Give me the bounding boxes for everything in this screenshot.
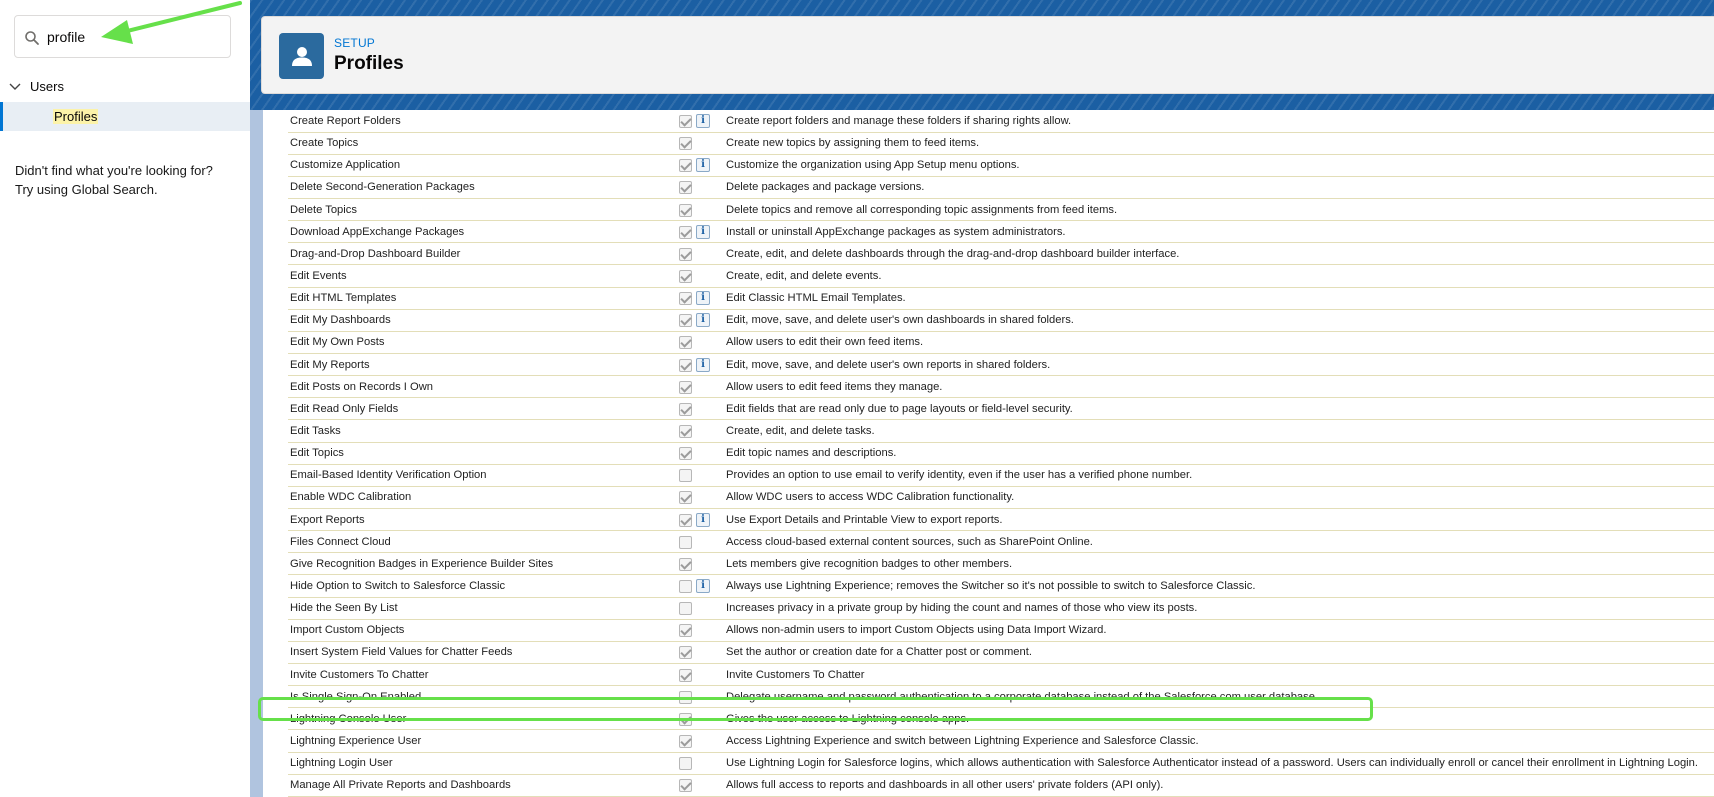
permission-checkbox-cell (678, 752, 724, 774)
permission-row (288, 597, 1714, 619)
permission-name: Create Report Folders (290, 114, 401, 127)
permission-checkbox-cell (678, 619, 724, 641)
permission-description: Use Export Details and Printable View to export reports. (726, 513, 1003, 526)
checkbox-checked[interactable] (679, 226, 692, 239)
breadcrumb-setup[interactable]: SETUP (334, 36, 376, 50)
permission-checkbox-cell (678, 221, 724, 243)
not-found-message (15, 161, 235, 199)
permission-description: Increases privacy in a private group by hiding the count and names of those who view its posts. (726, 602, 1198, 615)
not-found-line-1: Didn't find what you're looking for? (15, 163, 213, 178)
permission-description: Install or uninstall AppExchange packages as system administrators. (726, 225, 1066, 238)
info-icon[interactable]: i (696, 313, 710, 327)
checkbox-checked[interactable] (679, 779, 692, 792)
quick-find-box[interactable] (14, 15, 231, 58)
permission-name: Edit HTML Templates (290, 292, 397, 305)
checkbox-checked[interactable] (679, 403, 692, 416)
permission-checkbox-cell (678, 243, 724, 265)
system-permissions-table (288, 110, 1714, 797)
permission-name: Manage All Private Reports and Dashboards (290, 779, 511, 792)
checkbox-checked[interactable] (679, 270, 692, 283)
chevron-down-icon[interactable] (8, 80, 22, 94)
permission-checkbox-cell (678, 641, 724, 663)
checkbox-unchecked[interactable] (679, 602, 692, 615)
permission-row (288, 376, 1714, 398)
checkbox-checked[interactable] (679, 359, 692, 372)
quick-find-input[interactable] (47, 23, 223, 51)
permission-description: Allow users to edit feed items they manage. (726, 380, 943, 393)
permission-name: Drag-and-Drop Dashboard Builder (290, 247, 461, 260)
permission-row (288, 265, 1714, 287)
permission-description: Access cloud-based external content sources, such as SharePoint Online. (726, 535, 1093, 548)
permission-checkbox-cell (678, 309, 724, 331)
checkbox-checked[interactable] (679, 204, 692, 217)
permission-description: Set the author or creation date for a Chatter post or comment. (726, 646, 1032, 659)
setup-sidebar (0, 0, 250, 797)
checkbox-checked[interactable] (679, 514, 692, 527)
tree-item-profiles[interactable] (0, 102, 250, 131)
permission-checkbox-cell (678, 708, 724, 730)
permission-description: Invite Customers To Chatter (726, 668, 865, 681)
permission-row (288, 154, 1714, 176)
info-icon[interactable]: i (696, 225, 710, 239)
permission-description: Create, edit, and delete dashboards through the drag-and-drop dashboard builder interface. (726, 247, 1180, 260)
permission-checkbox-cell (678, 154, 724, 176)
permission-checkbox-cell (678, 597, 724, 619)
permission-row (288, 287, 1714, 309)
checkbox-checked[interactable] (679, 669, 692, 682)
permission-description: Allows full access to reports and dashboards in all other users' private folders (API only). (726, 779, 1164, 792)
permission-name: Create Topics (290, 137, 359, 150)
permission-name: Edit Tasks (290, 425, 341, 438)
permission-row (288, 619, 1714, 641)
tree-item-profiles-label: Profiles (54, 109, 98, 124)
permission-description: Delete topics and remove all corresponding topic assignments from feed items. (726, 203, 1118, 216)
info-icon[interactable]: i (696, 579, 710, 593)
permission-name: Download AppExchange Packages (290, 225, 465, 238)
permission-row (288, 531, 1714, 553)
permission-description: Allows non-admin users to import Custom Objects using Data Import Wizard. (726, 624, 1107, 637)
permission-checkbox-cell (678, 398, 724, 420)
page-header-icon (279, 33, 324, 79)
permission-row (288, 110, 1714, 132)
permission-description: Edit Classic HTML Email Templates. (726, 292, 906, 305)
permission-name: Invite Customers To Chatter (290, 668, 429, 681)
permission-description: Always use Lightning Experience; removes the Switcher so it's not possible to switch to Salesforce Classic. (726, 580, 1256, 593)
permission-name: Import Custom Objects (290, 624, 405, 637)
permission-row (288, 331, 1714, 353)
permission-row (288, 464, 1714, 486)
permission-name: Edit My Reports (290, 358, 370, 371)
permission-row (288, 686, 1714, 708)
permission-checkbox-cell (678, 376, 724, 398)
permission-name: Edit My Dashboards (290, 314, 391, 327)
permission-checkbox-cell (678, 531, 724, 553)
permission-row (288, 575, 1714, 597)
permission-checkbox-cell (678, 331, 724, 353)
checkbox-unchecked[interactable] (679, 580, 692, 593)
permission-row (288, 132, 1714, 154)
permission-row (288, 752, 1714, 774)
permission-checkbox-cell (678, 442, 724, 464)
permission-name: Give Recognition Badges in Experience Builder Sites (290, 557, 554, 570)
permission-row (288, 774, 1714, 796)
checkbox-unchecked[interactable] (679, 691, 692, 704)
permission-row (288, 398, 1714, 420)
permission-row (288, 664, 1714, 686)
permission-name: Edit My Own Posts (290, 336, 385, 349)
permission-checkbox-cell (678, 486, 724, 508)
permission-description: Use Lightning Login for Salesforce logins, which allows authentication with Salesforce Authenticator instead of a password. Users can individually enroll or cancel their enrollment in Lightning Login. (726, 757, 1698, 770)
permission-name: Is Single Sign-On Enabled (290, 690, 422, 703)
permission-row (288, 730, 1714, 752)
permission-checkbox-cell (678, 509, 724, 531)
user-icon (291, 45, 313, 67)
permission-checkbox-cell (678, 132, 724, 154)
checkbox-unchecked[interactable] (679, 536, 692, 549)
tree-item-users[interactable] (0, 75, 250, 99)
checkbox-checked[interactable] (679, 115, 692, 128)
permission-description: Lets members give recognition badges to other members. (726, 557, 1013, 570)
permissions-panel (263, 110, 1714, 797)
main-content (250, 0, 1714, 797)
permission-row (288, 442, 1714, 464)
permission-name: Lightning Login User (290, 757, 393, 770)
page-title: Profiles (334, 53, 404, 74)
info-icon[interactable]: i (696, 358, 710, 372)
permission-checkbox-cell (678, 199, 724, 221)
permission-checkbox-cell (678, 110, 724, 132)
permission-row (288, 641, 1714, 663)
info-icon[interactable]: i (696, 513, 710, 527)
permission-name: Edit Topics (290, 447, 344, 460)
permission-description: Create, edit, and delete events. (726, 270, 882, 283)
checkbox-unchecked[interactable] (679, 757, 692, 770)
checkbox-checked[interactable] (679, 248, 692, 261)
permission-description: Customize the organization using App Setup menu options. (726, 159, 1020, 172)
permission-description: Create report folders and manage these folders if sharing rights allow. (726, 114, 1072, 127)
permission-checkbox-cell (678, 287, 724, 309)
checkbox-checked[interactable] (679, 181, 692, 194)
permission-description: Edit, move, save, and delete user's own dashboards in shared folders. (726, 314, 1074, 327)
permission-description: Provides an option to use email to verify identity, even if the user has a verified phone number. (726, 469, 1193, 482)
permission-name: Edit Read Only Fields (290, 402, 399, 415)
permission-name: Files Connect Cloud (290, 535, 391, 548)
permission-description: Delegate username and password authentication to a corporate database instead of the Salesforce.com user database. (726, 690, 1319, 703)
permission-name: Enable WDC Calibration (290, 491, 412, 504)
permission-description: Access Lightning Experience and switch between Lightning Experience and Salesforce Classic. (726, 735, 1199, 747)
permission-name: Customize Application (290, 159, 401, 172)
permission-name: Delete Second-Generation Packages (290, 181, 475, 194)
permission-row (288, 243, 1714, 265)
permission-row (288, 221, 1714, 243)
permission-name: Hide the Seen By List (290, 602, 398, 615)
permission-row (288, 553, 1714, 575)
permission-checkbox-cell (678, 664, 724, 686)
not-found-line-2: Try using Global Search. (15, 182, 158, 197)
permission-name: Hide Option to Switch to Salesforce Classic (290, 580, 506, 593)
permission-description: Edit topic names and descriptions. (726, 447, 897, 460)
checkbox-checked[interactable] (679, 336, 692, 349)
permission-name: Lightning Experience User (290, 735, 422, 747)
permission-row (288, 199, 1714, 221)
permission-description: Allow users to edit their own feed items. (726, 336, 924, 349)
checkbox-checked[interactable] (679, 314, 692, 327)
permission-name: Email-Based Identity Verification Option (290, 469, 487, 482)
permission-row (288, 420, 1714, 442)
info-icon[interactable]: i (696, 114, 710, 128)
permission-row (288, 486, 1714, 508)
permission-checkbox-cell (678, 354, 724, 376)
permission-description: Create new topics by assigning them to feed items. (726, 137, 980, 150)
permission-name: Edit Posts on Records I Own (290, 380, 434, 393)
permission-name: Insert System Field Values for Chatter Feeds (290, 646, 513, 659)
permission-checkbox-cell (678, 575, 724, 597)
info-icon[interactable]: i (696, 291, 710, 305)
checkbox-checked[interactable] (679, 735, 692, 748)
checkbox-checked[interactable] (679, 159, 692, 172)
search-icon (24, 30, 40, 46)
page-header (261, 16, 1714, 94)
permission-checkbox-cell (678, 265, 724, 287)
permission-row (288, 509, 1714, 531)
checkbox-checked[interactable] (679, 713, 692, 726)
permission-row (288, 176, 1714, 198)
permission-description: Allow WDC users to access WDC Calibration functionality. (726, 491, 1015, 504)
checkbox-checked[interactable] (679, 646, 692, 659)
info-icon[interactable]: i (696, 158, 710, 172)
checkbox-checked[interactable] (679, 292, 692, 305)
checkbox-checked[interactable] (679, 381, 692, 394)
permission-row (288, 708, 1714, 730)
permission-name: Delete Topics (290, 203, 357, 216)
permission-description: Create, edit, and delete tasks. (726, 425, 875, 438)
checkbox-checked[interactable] (679, 491, 692, 504)
permission-name: Lightning Console User (290, 712, 407, 725)
permission-row (288, 354, 1714, 376)
permission-description: Gives the user access to Lightning console apps. (726, 712, 970, 725)
checkbox-checked[interactable] (679, 447, 692, 460)
permission-name: Edit Events (290, 270, 347, 283)
permission-name: Export Reports (290, 513, 365, 526)
checkbox-checked[interactable] (679, 425, 692, 438)
permission-checkbox-cell (678, 176, 724, 198)
permission-description: Edit, move, save, and delete user's own reports in shared folders. (726, 358, 1051, 371)
permission-checkbox-cell (678, 730, 724, 752)
permission-checkbox-cell (678, 420, 724, 442)
checkbox-checked[interactable] (679, 558, 692, 571)
checkbox-checked[interactable] (679, 137, 692, 150)
tree-item-users-label: Users (30, 79, 64, 94)
checkbox-unchecked[interactable] (679, 469, 692, 482)
permission-checkbox-cell (678, 464, 724, 486)
permission-row (288, 309, 1714, 331)
permission-checkbox-cell (678, 774, 724, 796)
permission-checkbox-cell (678, 686, 724, 708)
permission-description: Edit fields that are read only due to page layouts or field-level security. (726, 402, 1073, 415)
checkbox-checked[interactable] (679, 624, 692, 637)
permission-checkbox-cell (678, 553, 724, 575)
permission-description: Delete packages and package versions. (726, 181, 925, 194)
